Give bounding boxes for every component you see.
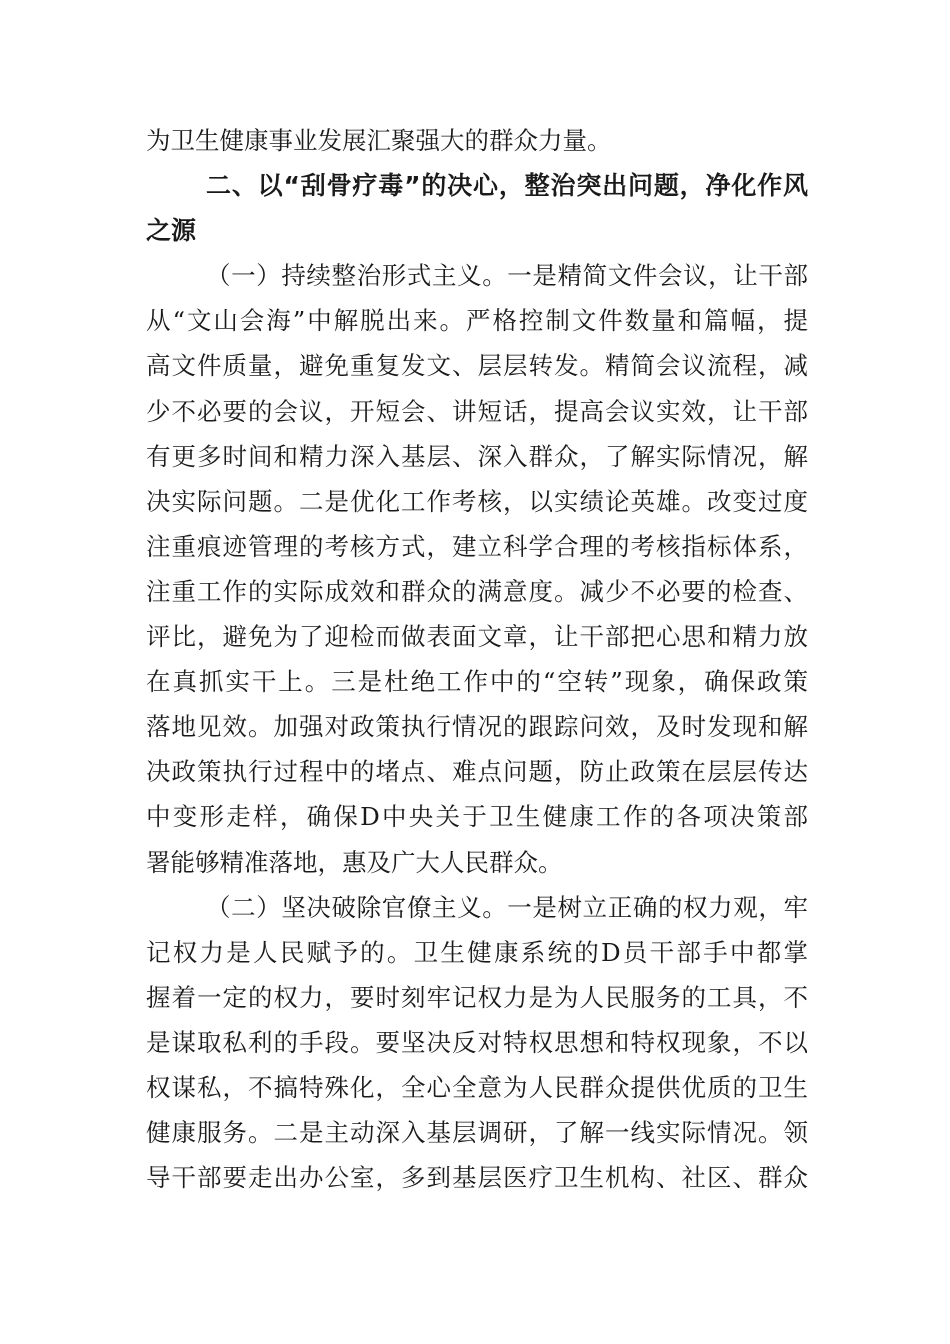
paragraph-line: 署能够精准落地，惠及广大人民群众。 bbox=[146, 847, 563, 877]
paragraph-line: 为卫生健康事业发展汇聚强大的群众力量。 bbox=[146, 126, 612, 155]
paragraph-line: 决政策执行过程中的堵点、难点问题，防止政策在层层传达 bbox=[146, 757, 808, 787]
paragraph-line: 握着一定的权力，要时刻牢记权力是为人民服务的工具，不 bbox=[146, 982, 808, 1012]
paragraph-line: 少不必要的会议，开短会、讲短话，提高会议实效，让干部 bbox=[146, 396, 808, 426]
subsection-1-first-line: （一）持续整治形式主义。一是精简文件会议，让干部 bbox=[206, 261, 808, 291]
paragraph-line: 高文件质量，避免重复发文、层层转发。精简会议流程，减 bbox=[146, 351, 808, 381]
paragraph-line: 权谋私，不搞特殊化，全心全意为人民群众提供优质的卫生 bbox=[146, 1072, 808, 1102]
section-heading: 二、以“刮骨疗毒”的决心，整治突出问题，净化作风 bbox=[206, 171, 808, 201]
paragraph-line: 导干部要走出办公室，多到基层医疗卫生机构、社区、群众 bbox=[146, 1163, 808, 1193]
paragraph-line: 有更多时间和精力深入基层、深入群众，了解实际情况，解 bbox=[146, 441, 808, 471]
section-heading-continued: 之源 bbox=[146, 216, 197, 246]
paragraph-line: 健康服务。二是主动深入基层调研，了解一线实际情况。领 bbox=[146, 1118, 808, 1148]
paragraph-line: 决实际问题。二是优化工作考核，以实绩论英雄。改变过度 bbox=[146, 486, 808, 516]
paragraph-line: 记权力是人民赋予的。卫生健康系统的D员干部手中都掌 bbox=[146, 937, 808, 967]
subsection-2-first-line: （二）坚决破除官僚主义。一是树立正确的权力观，牢 bbox=[206, 892, 808, 922]
paragraph-line: 从“文山会海”中解脱出来。严格控制文件数量和篇幅，提 bbox=[146, 306, 808, 336]
paragraph-line: 注重痕迹管理的考核方式，建立科学合理的考核指标体系， bbox=[146, 531, 808, 561]
paragraph-line: 注重工作的实际成效和群众的满意度。减少不必要的检查、 bbox=[146, 576, 808, 606]
paragraph-line: 落地见效。加强对政策执行情况的跟踪问效，及时发现和解 bbox=[146, 712, 808, 742]
paragraph-line: 在真抓实干上。三是杜绝工作中的“空转”现象，确保政策 bbox=[146, 667, 808, 697]
paragraph-line: 中变形走样，确保D中央关于卫生健康工作的各项决策部 bbox=[146, 802, 808, 832]
document-body bbox=[146, 118, 808, 1200]
paragraph-line: 是谋取私利的手段。要坚决反对特权思想和特权现象，不以 bbox=[146, 1027, 808, 1057]
paragraph-line: 评比，避免为了迎检而做表面文章，让干部把心思和精力放 bbox=[146, 622, 808, 652]
